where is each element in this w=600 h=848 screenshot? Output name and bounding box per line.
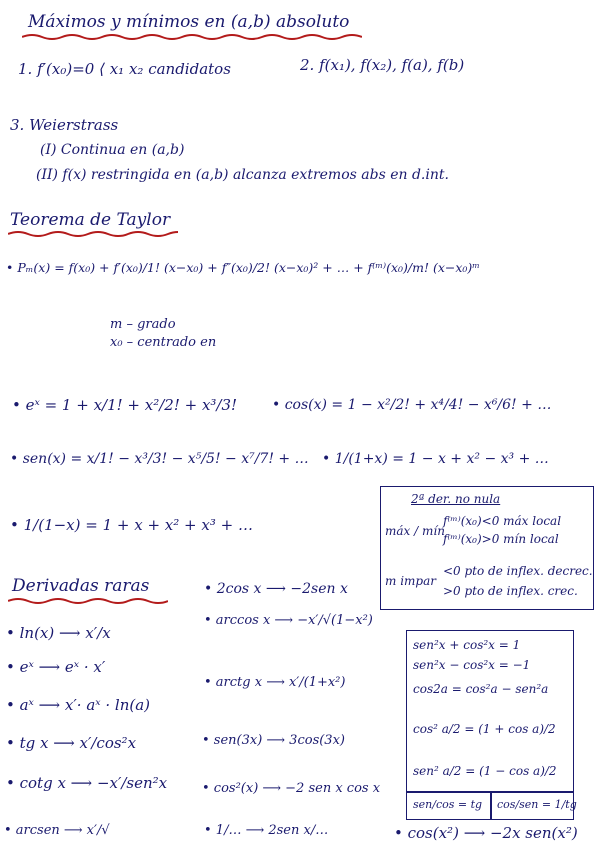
item-3: 3. Weierstrass — [10, 116, 119, 134]
heading-underline — [8, 230, 178, 238]
final-line: • cos(x²) ⟶ −2x sen(x²) — [394, 824, 578, 842]
deriv-left-row: • cotg x ⟶ −x′/sen²x — [6, 774, 168, 792]
box-max-label: máx / mín — [385, 524, 445, 538]
deriv-right-row: • sen(3x) ⟶ 3cos(3x) — [202, 733, 345, 748]
deriv-right-row: • 2cos x ⟶ −2sen x — [204, 581, 348, 597]
taylor-note-centro: x₀ – centrado en — [110, 335, 217, 350]
identity-line: sen²x + cos²x = 1 — [413, 638, 521, 652]
identity-line: cos² a/2 = (1 + cos a)/2 — [413, 722, 556, 736]
deriv-left-row: • tg x ⟶ x′/cos²x — [6, 734, 137, 752]
series-exp: • eˣ = 1 + x/1! + x²/2! + x³/3! — [12, 396, 238, 414]
deriv-right-row: • 1/… ⟶ 2sen x/… — [204, 823, 329, 838]
item-2: 2. f(x₁), f(x₂), f(a), f(b) — [300, 56, 465, 74]
deriv-left-row: • arcsen ⟶ x′/√ — [4, 823, 110, 838]
identity-line: cos2a = cos²a − sen²a — [413, 682, 549, 696]
heading-taylor: Teorema de Taylor — [10, 210, 171, 230]
taylor-note-grado: m – grado — [110, 317, 176, 332]
identities-divider — [490, 791, 492, 819]
deriv-right-row: • arctg x ⟶ x′/(1+x²) — [204, 675, 346, 690]
deriv-left-row: • eˣ ⟶ eˣ · x′ — [6, 658, 106, 676]
heading-derivadas: Derivadas raras — [12, 576, 150, 596]
series-cos: • cos(x) = 1 − x²/2! + x⁴/4! − x⁶/6! + … — [272, 397, 552, 413]
box-max-line1: f⁽ᵐ⁾(x₀)<0 máx local — [443, 514, 562, 528]
box-inf-line2: >0 pto de inflex. crec. — [443, 584, 578, 598]
box-title: 2ª der. no nula — [411, 492, 501, 506]
box-inf-label: m impar — [385, 574, 436, 588]
item-3-ii: (II) f(x) restringida en (a,b) alcanza extremos abs en d.int. — [36, 167, 449, 183]
box-inf-line1: <0 pto de inflex. decrec. — [443, 564, 593, 578]
second-derivative-box — [380, 486, 594, 610]
series-inv-minus: • 1/(1−x) = 1 + x + x² + x³ + … — [10, 516, 253, 534]
deriv-right-row: • arccos x ⟶ −x′/√(1−x²) — [204, 613, 373, 628]
identity-tg: sen/cos = tg — [413, 798, 483, 811]
box-max-line2: f⁽ᵐ⁾(x₀)>0 mín local — [443, 532, 559, 546]
trig-identities-box — [406, 630, 577, 820]
identity-line: sen² a/2 = (1 − cos a)/2 — [413, 764, 557, 778]
heading-underline — [8, 597, 168, 605]
heading-underline — [22, 33, 362, 41]
deriv-right-row: • cos²(x) ⟶ −2 sen x cos x — [202, 781, 381, 796]
deriv-left-row: • aˣ ⟶ x′· aˣ · ln(a) — [6, 696, 151, 714]
deriv-left-row: • ln(x) ⟶ x′/x — [6, 624, 111, 642]
item-3-i: (I) Continua en (a,b) — [40, 142, 185, 158]
series-inv-plus: • 1/(1+x) = 1 − x + x² − x³ + … — [322, 451, 549, 467]
series-sin: • sen(x) = x/1! − x³/3! − x⁵/5! − x⁷/7! + … — [10, 451, 309, 467]
taylor-formula: • Pₘ(x) = f(x₀) + f′(x₀)/1! (x−x₀) + f″(x₀)/2! (x−x₀)² + … + f⁽ᵐ⁾(x₀)/m! (x−x₀)ᵐ — [6, 260, 480, 275]
identity-line: sen²x − cos²x = −1 — [413, 658, 531, 672]
heading-maximos-minimos: Máximos y mínimos en (a,b) absoluto — [28, 12, 350, 32]
item-1: 1. f′(x₀)=0 ⟨ x₁ x₂ candidatos — [18, 60, 231, 78]
identity-cotg: cos/sen = 1/tg — [497, 798, 577, 811]
